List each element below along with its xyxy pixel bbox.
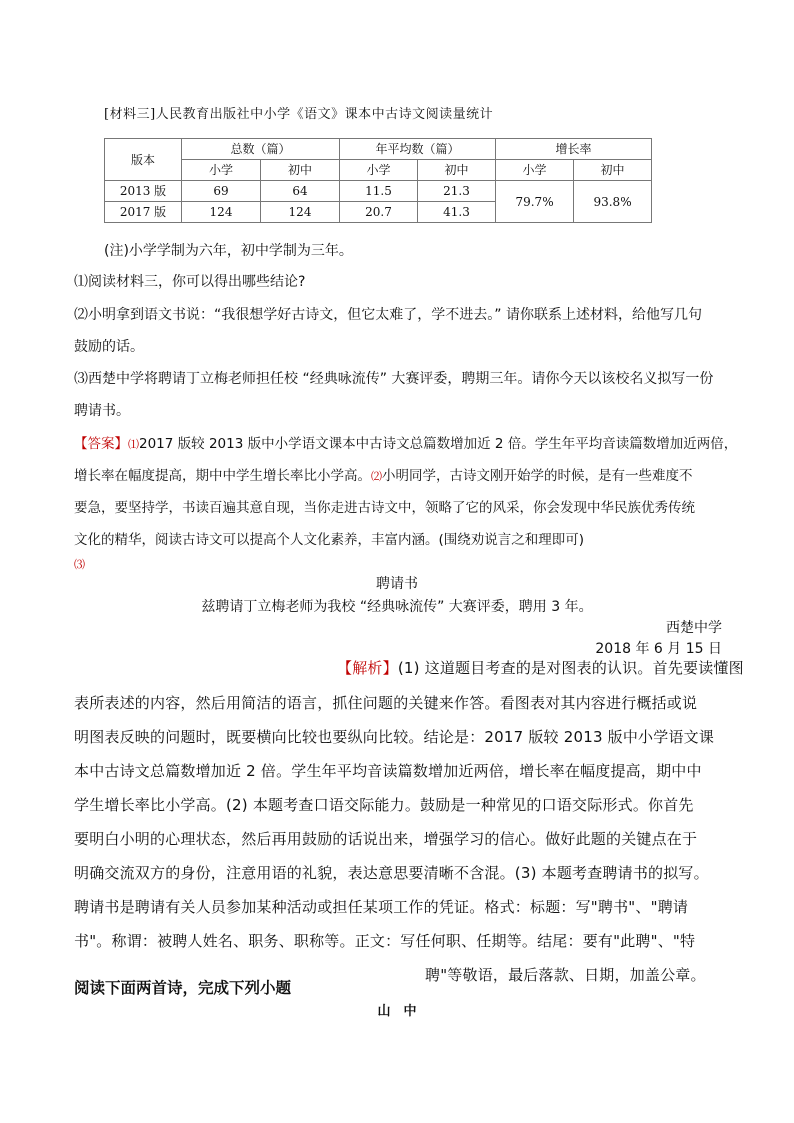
sub-header-primary: 小学 — [340, 160, 418, 181]
section-heading: 阅读下面两首诗，完成下列小题 — [74, 979, 292, 997]
answer-text-2b: 小明同学，古诗文刚开始学的时候，是有一些难度不 — [382, 468, 693, 484]
answer-text-2a: 增长率在幅度提高，期中中学生增长率比小学高。 — [74, 468, 371, 484]
question-2-line-1: ⑵小明拿到语文书说：“我很想学好古诗文，但它太难了，学不进去。” 请你联系上述材料，给他写几句 — [74, 307, 702, 323]
question-3-line-2: 聘请书。 — [74, 403, 130, 419]
sub-header-primary: 小学 — [496, 160, 574, 181]
header-avg: 年平均数（篇） — [340, 139, 496, 160]
sub-header-junior: 初中 — [418, 160, 496, 181]
question-2-line-2: 鼓励的话。 — [74, 339, 144, 355]
cell-avg-junior: 41.3 — [418, 202, 496, 223]
sub-header-junior: 初中 — [574, 160, 652, 181]
analysis-line-7: 明确交流双方的身份，注意用语的礼貌，表达意思要清晰不含混。(3) 本题考查聘请书的拟写。 — [74, 864, 709, 882]
answer-line-3: 要急，要坚持学，书读百遍其意自现，当你走进古诗文中，领略了它的风采，你会发现中华民族优秀传统 — [74, 500, 695, 516]
cell-total-junior: 124 — [261, 202, 340, 223]
answer-line-1 — [74, 432, 737, 452]
analysis-tag: 【解析】 — [337, 659, 398, 677]
answer-line-2 — [74, 464, 693, 484]
analysis-line-4: 本中古诗文总篇数增加近 2 倍。学生年平均音读篇数增加近两倍，增长率在幅度提高，期中中 — [74, 762, 702, 780]
header-growth: 增长率 — [496, 139, 652, 160]
letter-title: 聘请书 — [376, 576, 418, 592]
header-total: 总数（篇） — [182, 139, 340, 160]
answer-text-1: 2017 版较 2013 版中小学语文课本中古诗文总篇数增加近 2 倍。学生年平均音读篇数增加近两倍， — [139, 436, 738, 452]
analysis-line-5: 学生增长率比小学高。(2) 本题考查口语交际能力。鼓励是一种常见的口语交际形式。你首先 — [74, 796, 694, 814]
header-edition: 版本 — [105, 139, 182, 181]
question-3-line-1: ⑶西楚中学将聘请丁立梅老师担任校 “经典咏流传” 大赛评委，聘期三年。请你今天以该校名义拟写一份 — [74, 371, 714, 387]
sub-header-primary: 小学 — [182, 160, 261, 181]
answer-number-3: ⑶ — [74, 558, 85, 571]
analysis-text-1: (1) 这道题目考查的是对图表的认识。首先要读懂图 — [397, 659, 744, 677]
analysis-line-9: 书"。称谓：被聘人姓名、职务、职称等。正文：写任何职、任期等。结尾：要有"此聘"、"特 — [74, 932, 696, 950]
answer-number-1: ⑴ — [128, 438, 139, 451]
answer-tag: 【答案】 — [74, 436, 128, 452]
analysis-line-6: 要明白小明的心理状态，然后再用鼓励的话说出来，增强学习的信心。做好此题的关键点在于 — [74, 830, 698, 848]
cell-avg-primary: 20.7 — [340, 202, 418, 223]
cell-avg-primary: 11.5 — [340, 181, 418, 202]
cell-avg-junior: 21.3 — [418, 181, 496, 202]
question-1: ⑴阅读材料三，你可以得出哪些结论? — [74, 274, 306, 290]
letter-signer: 西楚中学 — [666, 620, 722, 636]
cell-total-primary: 69 — [182, 181, 261, 202]
cell-total-primary: 124 — [182, 202, 261, 223]
letter-date: 2018 年 6 月 15 日 — [595, 641, 722, 657]
analysis-line-2: 表所表述的内容，然后用简洁的语言，抓住问题的关键来作答。看图表对其内容进行概括或说 — [74, 694, 698, 712]
cell-edition: 2017 版 — [105, 202, 182, 223]
answer-line-4: 文化的精华，阅读古诗文可以提高个人文化素养，丰富内涵。(围绕劝说言之和理即可) — [74, 532, 585, 548]
cell-total-junior: 64 — [261, 181, 340, 202]
analysis-line-8: 聘请书是聘请有关人员参加某种活动或担任某项工作的凭证。格式：标题：写"聘书"、"聘请 — [74, 898, 689, 916]
reading-stats-table — [104, 138, 652, 223]
cell-edition: 2013 版 — [105, 181, 182, 202]
note: (注)小学学制为六年，初中学制为三年。 — [104, 243, 353, 259]
material3-caption: [材料三]人民教育出版社中小学《语文》课本中古诗文阅读量统计 — [104, 107, 494, 122]
analysis-line-3: 明图表反映的问题时，既要横向比较也要纵向比较。结论是：2017 版较 2013 版中小学语文课 — [74, 728, 715, 746]
analysis-line-10: 聘"等敬语，最后落款、日期，加盖公章。 — [425, 966, 706, 984]
cell-growth-junior: 93.8% — [574, 181, 652, 223]
analysis-line-1 — [337, 657, 744, 678]
table-row — [105, 181, 652, 202]
answer-number-2: ⑵ — [371, 470, 382, 483]
sub-header-junior: 初中 — [261, 160, 340, 181]
letter-body: 兹聘请丁立梅老师为我校 “经典咏流传” 大赛评委，聘用 3 年。 — [201, 599, 593, 615]
cell-growth-primary: 79.7% — [496, 181, 574, 223]
poem-title: 山 中 — [377, 1004, 417, 1019]
